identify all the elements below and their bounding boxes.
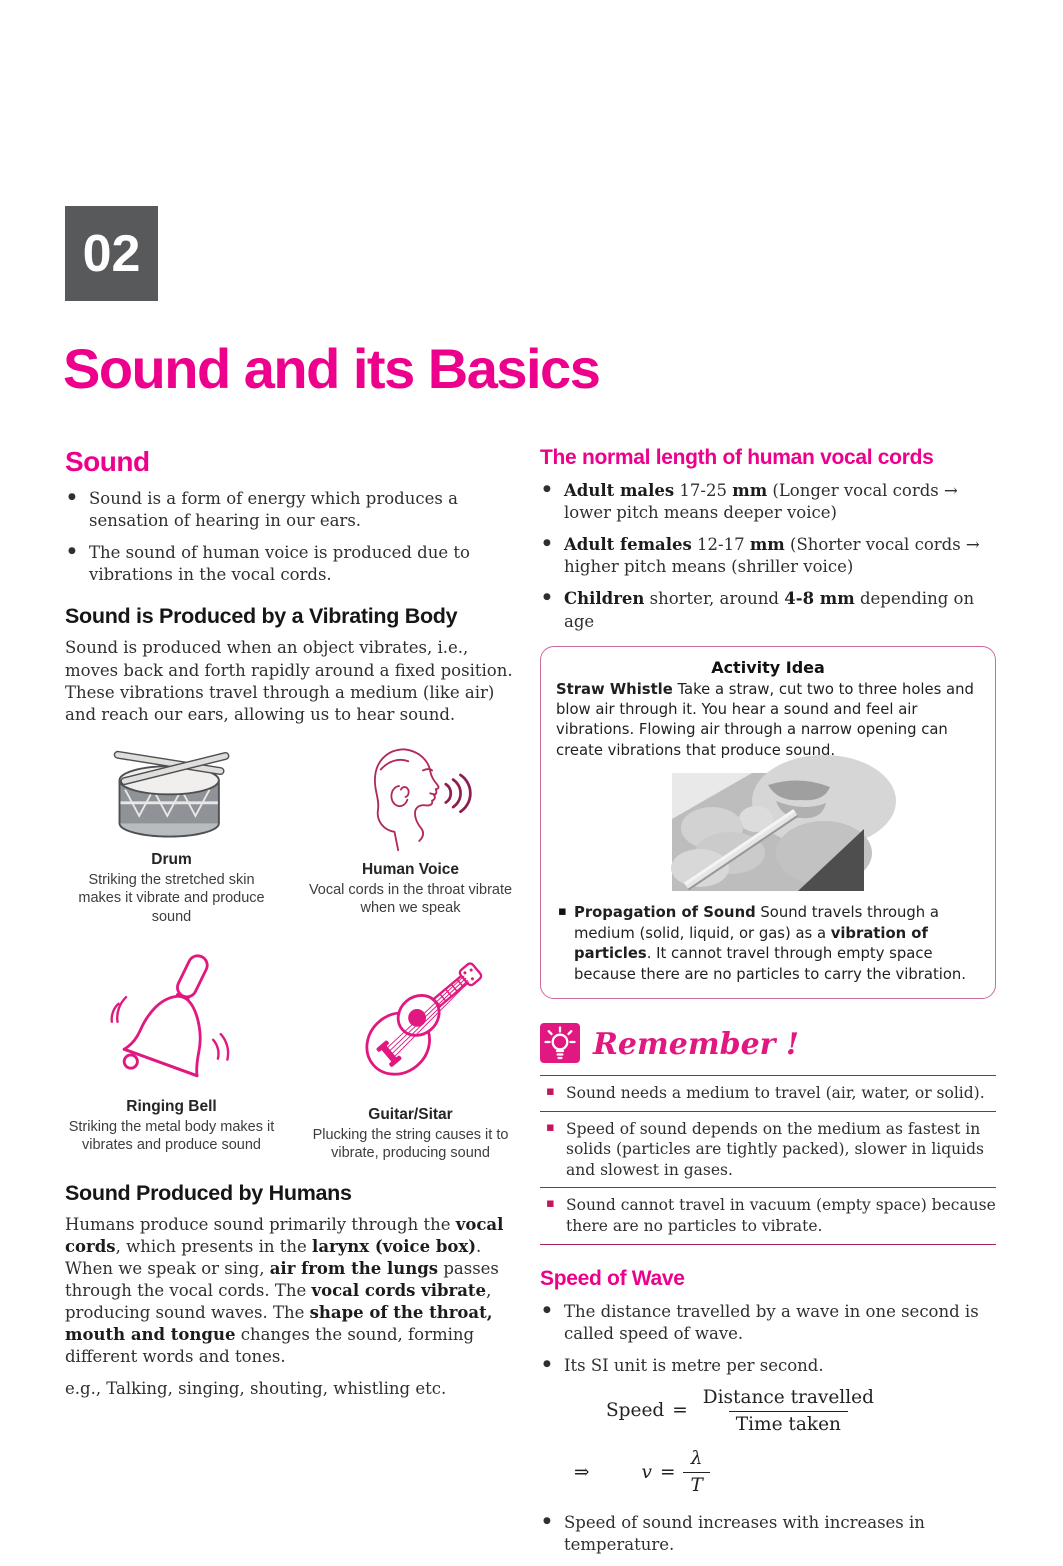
- list-item: ● Its SI unit is metre per second.: [540, 1355, 996, 1377]
- figure-title: Guitar/Sitar: [368, 1105, 453, 1123]
- speed-final-bullet: [540, 1512, 996, 1556]
- section-heading-vocal-cords: The normal length of human vocal cords: [540, 446, 934, 469]
- text-run: depending on age: [564, 589, 975, 631]
- list-item: [540, 534, 996, 578]
- bell-illustration: [65, 947, 278, 1089]
- text-run-bold: Straw Whistle: [556, 680, 673, 698]
- chapter-number: 02: [82, 224, 141, 283]
- section-heading-vibrating-body: Sound is Produced by a Vibrating Body: [65, 604, 458, 629]
- text-run-bold: vocal cords vibrate: [311, 1280, 487, 1300]
- speed-bullet-list: [540, 1301, 996, 1377]
- sound-sources-figure-grid: [65, 742, 517, 1163]
- remember-list: [540, 1075, 996, 1245]
- remember-header: [540, 1023, 996, 1067]
- text-run: (Shorter vocal cords → higher pitch means (shriller voice): [564, 535, 980, 577]
- figure-caption: Plucking the string causes it to vibrate, producing sound: [312, 1126, 509, 1162]
- sound-bullet-list: [65, 488, 517, 586]
- list-item: ● The distance travelled by a wave in one second is called speed of wave.: [540, 1301, 996, 1345]
- text-run: 12-17: [691, 535, 750, 555]
- text-run-bold: shape of the throat, mouth and tongue: [65, 1303, 493, 1345]
- fraction-denominator: T: [683, 1472, 709, 1497]
- list-item: ● Sound is a form of energy which produces a sensation of hearing in our ears.: [65, 488, 517, 532]
- guitar-illustration: [304, 947, 517, 1097]
- text-run: (Longer vocal cords → lower pitch means deeper voice): [564, 481, 958, 523]
- page-title: Sound and its Basics: [63, 337, 600, 400]
- fraction: [696, 1387, 881, 1436]
- section-heading-sound: Sound: [65, 446, 150, 477]
- figure-ringing-bell: [65, 947, 278, 1163]
- text-run: Humans produce sound primarily through the: [65, 1214, 456, 1234]
- human-voice-illustration: [304, 742, 517, 852]
- fraction-numerator: λ: [690, 1448, 703, 1470]
- text-run-bold: vibration of particles: [574, 924, 928, 963]
- text-run-bold: Adult males: [564, 481, 675, 500]
- activity-idea-box: [540, 646, 996, 999]
- figure-caption: Vocal cords in the throat vibrate when we speak: [308, 881, 513, 917]
- formula-lhs: Speed: [606, 1400, 665, 1422]
- text-run: Take a straw, cut two to three holes and blow air through it. You hear a sound and feel air vibrations. Flowing air through a narrow opening can create vibrations that produce sound.: [556, 680, 974, 759]
- figure-title: Ringing Bell: [126, 1097, 217, 1115]
- fraction: [683, 1448, 709, 1497]
- text-run-bold: Children: [564, 589, 645, 609]
- fraction-numerator: Distance travelled: [702, 1386, 874, 1408]
- text-run: Sound travels through a medium (solid, liquid, or gas) as a: [574, 904, 939, 942]
- text-run: passes through the vocal cords. The: [65, 1258, 499, 1300]
- text-run: changes the sound, forming different words and tones.: [65, 1325, 475, 1367]
- vibrating-body-paragraph: Sound is produced when an object vibrates, i.e., moves back and forth rapidly around a fixed position. These vibrations travel through a medium (like air) and reach our ears, allowing us to hear sound.: [65, 638, 513, 724]
- text-run-bold: 4-8 mm: [784, 589, 855, 609]
- section-heading-speed-of-wave: Speed of Wave: [540, 1266, 685, 1290]
- text-run: , producing sound waves. The: [65, 1280, 492, 1323]
- speed-formula: [606, 1387, 996, 1436]
- list-item: ● Speed of sound increases with increases in temperature.: [540, 1512, 996, 1556]
- list-item: ▪ Sound needs a medium to travel (air, water, or solid).: [540, 1075, 996, 1111]
- text-run: 17-25: [674, 481, 733, 500]
- humans-paragraph: [65, 1214, 517, 1369]
- activity-text: [556, 680, 980, 762]
- activity-title: Activity Idea: [711, 657, 825, 677]
- equals-sign: =: [659, 1461, 676, 1483]
- formula-lhs: v: [641, 1461, 652, 1483]
- list-item: ▪ Sound cannot travel in vacuum (empty space) because there are no particles to vibrate.: [540, 1187, 996, 1243]
- formula-expression: [642, 1448, 710, 1497]
- text-run: . It cannot travel through empty space because there are no particles to carry the vibration.: [574, 945, 967, 983]
- lightbulb-icon: [540, 1023, 580, 1067]
- wave-formula: [574, 1448, 996, 1497]
- list-item: ● The sound of human voice is produced due to vibrations in the vocal cords.: [65, 542, 517, 586]
- left-column: [65, 446, 517, 1410]
- fraction-denominator: Time taken: [729, 1411, 848, 1436]
- text-run-bold: vocal cords: [65, 1214, 504, 1256]
- text-run-bold: mm: [749, 535, 785, 555]
- vocal-cords-bullet-list: [540, 480, 996, 633]
- text-run-bold: mm: [732, 481, 768, 500]
- implies-arrow: ⇒: [574, 1461, 590, 1483]
- right-column: [540, 446, 996, 1566]
- figure-title: Human Voice: [361, 860, 460, 878]
- figure-human-voice: [304, 742, 517, 927]
- figure-guitar: [304, 947, 517, 1163]
- chapter-number-box: [65, 206, 158, 301]
- figure-caption: Striking the stretched skin makes it vibrate and produce sound: [78, 871, 265, 925]
- figure-title: Drum: [151, 850, 192, 868]
- drum-illustration: [65, 742, 278, 842]
- text-run: , which presents in the: [115, 1236, 313, 1256]
- list-item: [540, 480, 996, 524]
- text-run-bold: Propagation of Sound: [574, 904, 756, 922]
- text-run-bold: Adult females: [564, 535, 692, 555]
- list-item: [540, 588, 996, 632]
- humans-example-line: e.g., Talking, singing, shouting, whistling etc.: [65, 1379, 447, 1399]
- figure-drum: [65, 742, 278, 927]
- propagation-note: [556, 903, 980, 985]
- equals-sign: =: [672, 1400, 688, 1422]
- text-run: . When we speak or sing,: [65, 1236, 482, 1278]
- remember-title: Remember !: [593, 1027, 800, 1063]
- section-heading-humans: Sound Produced by Humans: [65, 1180, 352, 1205]
- text-run-bold: air from the lungs: [269, 1258, 439, 1278]
- text-run: shorter, around: [644, 589, 785, 609]
- text-run-bold: larynx (voice box): [312, 1236, 477, 1256]
- straw-whistle-photo: [556, 773, 980, 891]
- list-item: ▪ Speed of sound depends on the medium as fastest in solids (particles are tightly packed), slower in liquids and slowest in gases.: [540, 1111, 996, 1188]
- figure-caption: Striking the metal body makes it vibrates and produce sound: [68, 1118, 275, 1154]
